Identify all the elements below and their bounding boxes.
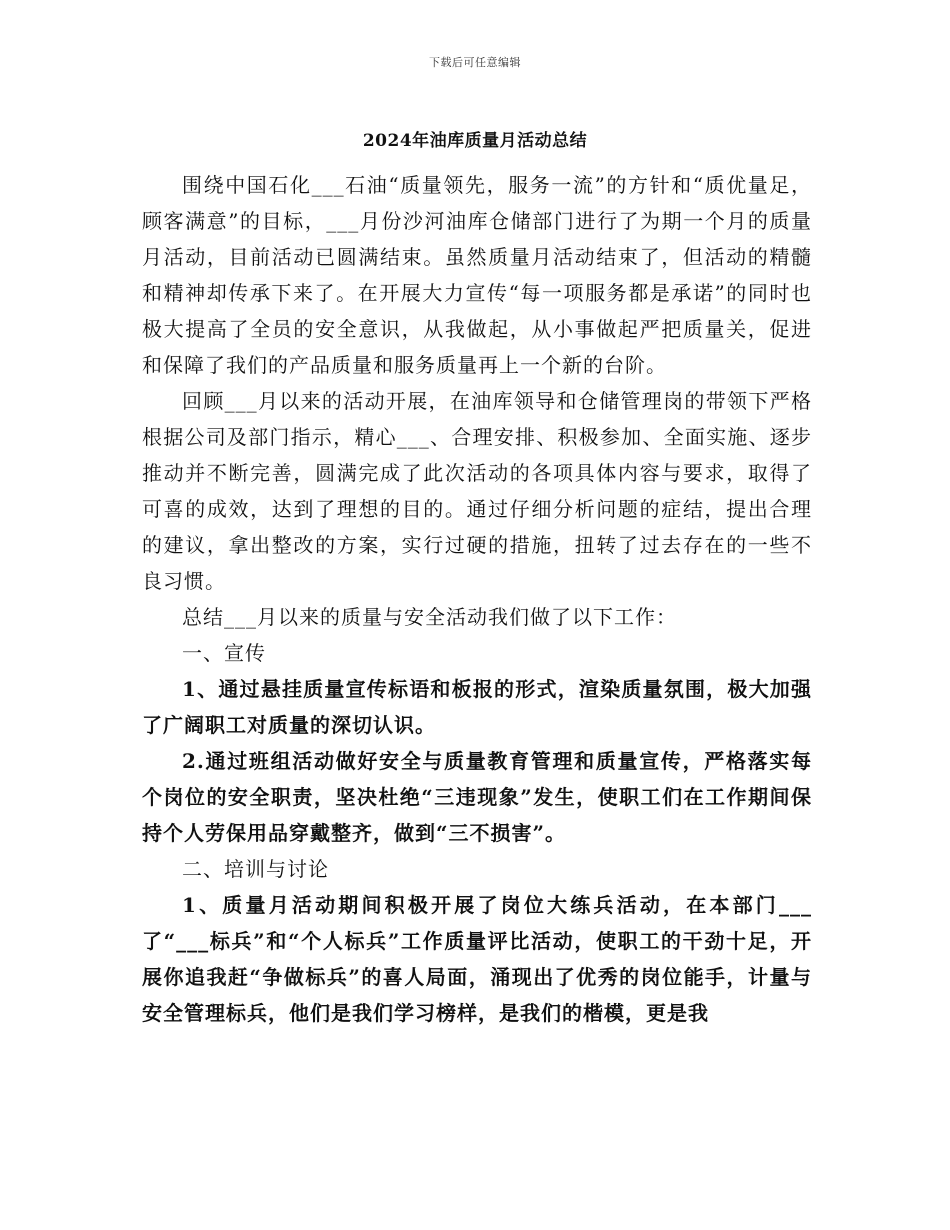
paragraph-summary-lead: 总结___月以来的质量与安全活动我们做了以下工作：: [182, 605, 677, 629]
paragraph-review: 回顾___月以来的活动开展，在油库领导和仓储管理岗的带领下严格根据公司及部门指示，精心___、合理安排、积极参加、全面实施、逐步推动并不断完善，圆满完成了此次活动的各项具体内容与要求，取得了可喜的成效，达到了理想的目的。通过仔细分析问题的症结，提出合理的建议，拿出整改的方案，实行过硬的措施，扭转了过去存在的一些不良习惯。: [142, 389, 812, 593]
section-heading-training: 二、培训与讨论: [182, 857, 329, 881]
paragraph-publicity-2: 2.通过班组活动做好安全与质量教育管理和质量宣传，严格落实每个岗位的安全职责，坚决杜绝“三违现象”发生，使职工们在工作期间保持个人劳保用品穿戴整齐，做到“三不损害”。: [142, 749, 812, 845]
section-heading-publicity: 一、宣传: [182, 641, 266, 665]
document-body: [142, 167, 812, 1031]
header-note: 下载后可任意编辑: [429, 56, 521, 69]
paragraph-publicity-1: 1、通过悬挂质量宣传标语和板报的形式，渲染质量氛围，极大加强了广阔职工对质量的深切认识。: [142, 677, 812, 737]
document-title: 2024年油库质量月活动总结: [362, 131, 588, 151]
paragraph-training-1: 1、质量月活动期间积极开展了岗位大练兵活动，在本部门___了“___标兵”和“个人标兵”工作质量评比活动，使职工的干劲十足，开展你追我赶“争做标兵”的喜人局面，涌现出了优秀的岗位能手，计量与安全管理标兵，他们是我们学习榜样，是我们的楷模，更是我: [142, 893, 812, 1025]
paragraph-intro: 围绕中国石化___石油“质量领先，服务一流”的方针和“质优量足，顾客满意”的目标，___月份沙河油库仓储部门进行了为期一个月的质量月活动，目前活动已圆满结束。虽然质量月活动结束了，但活动的精髓和精神却传承下来了。在开展大力宣传“每一项服务都是承诺”的同时也极大提高了全员的安全意识，从我做起，从小事做起严把质量关，促进和保障了我们的产品质量和服务质量再上一个新的台阶。: [142, 173, 812, 377]
